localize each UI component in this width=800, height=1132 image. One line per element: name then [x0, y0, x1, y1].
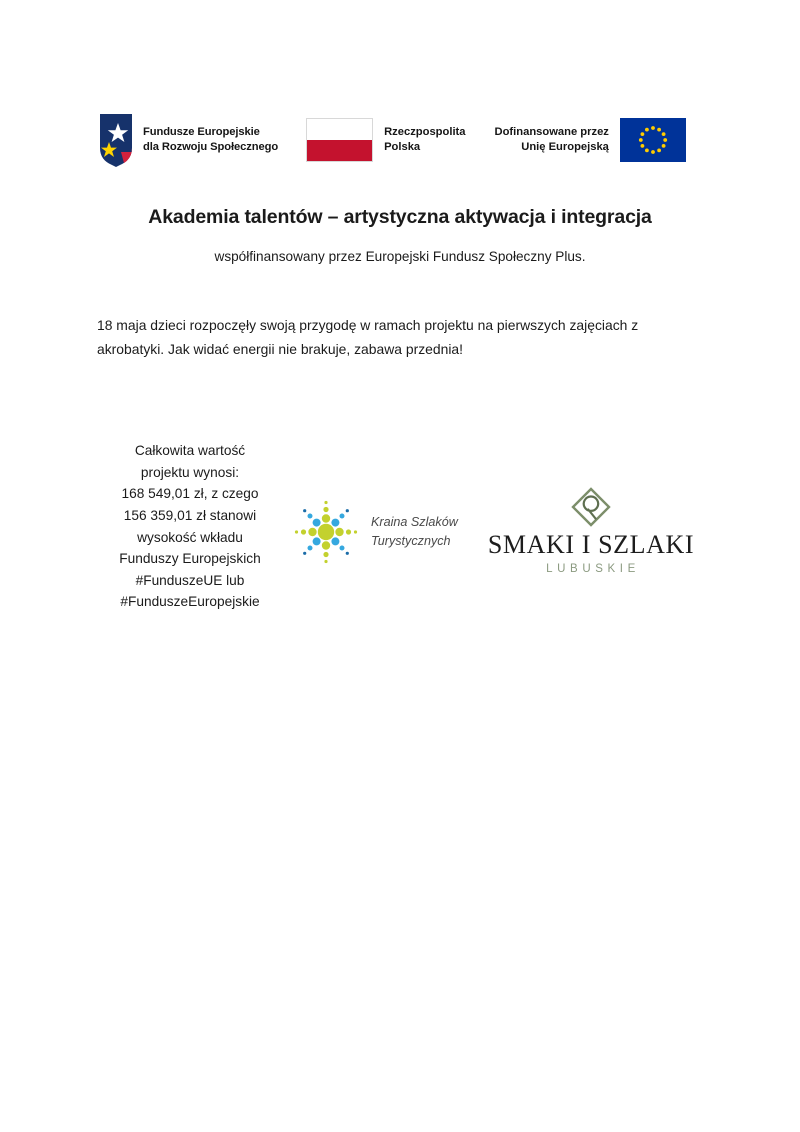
kraina-sunburst-icon [287, 493, 365, 571]
eu-line-2: Unię Europejską [521, 141, 609, 153]
flag-stripe-red [307, 140, 372, 161]
eu-line-1: Dofinansowane przez [494, 126, 609, 139]
fundusze-europejskie-logo [98, 112, 278, 168]
smaki-i-szlaki-logo [489, 483, 693, 577]
unia-europejska-logo [495, 118, 686, 162]
funding-line-1: Całkowita wartość [134, 443, 246, 458]
rzeczpospolita-polska-logo [306, 118, 465, 162]
eu-funding-logo-strip [98, 104, 698, 176]
funding-line-2: projektu wynosi: [140, 464, 240, 480]
pl-line-2: Polska [384, 141, 421, 153]
kraina-line-2: Turystycznych [371, 534, 451, 548]
unia-europejska-label [495, 125, 609, 155]
lower-section [97, 438, 701, 608]
fe-line-1: Fundusze Europejskie [143, 126, 260, 139]
funding-line-3: 168 549,01 zł, z czego [121, 486, 259, 502]
funding-line-5: wysokość wkładu [137, 529, 243, 545]
kraina-szlakow-logo [287, 486, 482, 578]
page-subtitle: współfinansowany przez Europejski Fundusz Społeczny Plus. [214, 249, 586, 264]
flag-stripe-white [307, 119, 372, 140]
funding-line-7: #FunduszeUE lub [135, 572, 245, 588]
kraina-szlakow-label [371, 513, 458, 551]
fe-line-2: dla Rozwoju Społecznego [143, 141, 279, 153]
funding-line-4: 156 359,01 zł stanowi [123, 507, 257, 523]
polish-flag-icon [306, 118, 373, 162]
smaki-subtitle: LUBUSKIE [546, 562, 640, 575]
funding-line-6: Funduszy Europejskich [119, 551, 261, 567]
kraina-line-1: Kraina Szlaków [371, 515, 458, 530]
fundusze-europejskie-star-icon [98, 112, 134, 168]
pl-line-1: Rzeczpospolita [384, 126, 466, 139]
funding-line-8: #FunduszeEuropejskie [120, 594, 260, 610]
rzeczpospolita-polska-label [384, 125, 465, 155]
fundusze-europejskie-label [143, 125, 278, 155]
funding-value-text [100, 440, 280, 613]
smaki-diamond-icon [568, 486, 614, 528]
body-paragraph: 18 maja dzieci rozpoczęły swoją przygodę w ramach projektu na pierwszych zajęciach z akrobatyki. Jak widać energii nie brakuje, zabawa przednia! [97, 317, 639, 357]
eu-flag-icon [620, 118, 686, 162]
page-title: Akademia talentów – artystyczna aktywacja i integracja [148, 206, 652, 228]
smaki-title: SMAKI I SZLAKI [487, 529, 695, 559]
